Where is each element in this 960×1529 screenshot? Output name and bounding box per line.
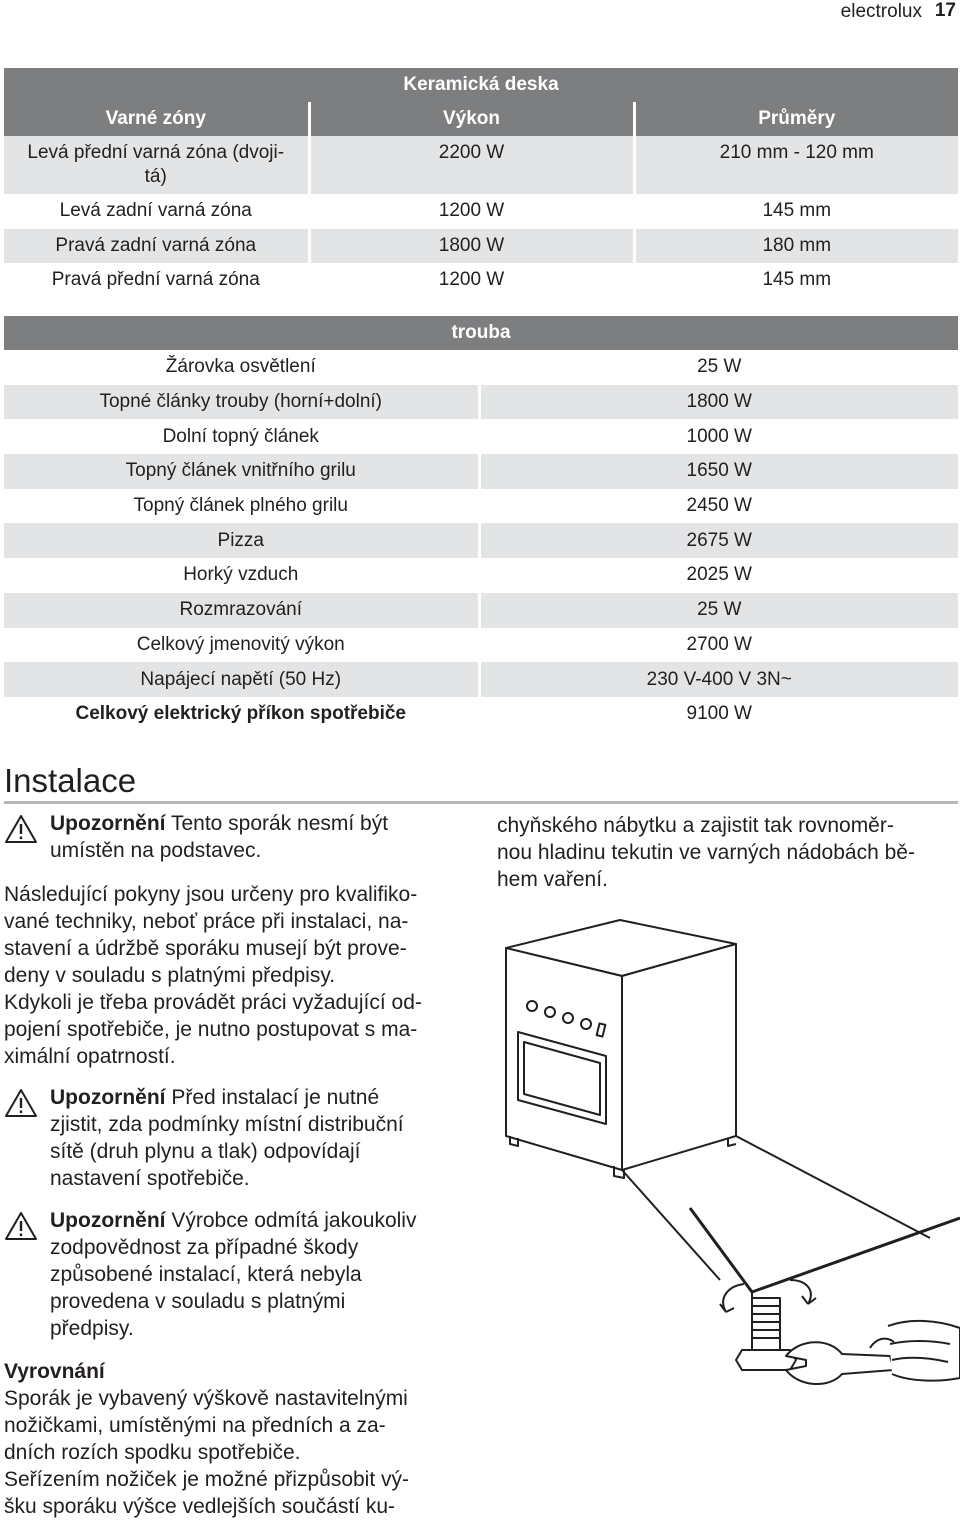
column-header-power: Výkon: [309, 102, 634, 136]
zone-diameter: 145 mm: [634, 263, 958, 298]
spec-label: Topný článek plného grilu: [133, 495, 348, 517]
warning-label: Upozornění: [50, 1086, 166, 1109]
warning-block: [4, 1084, 470, 1192]
oven-table-caption: trouba: [4, 316, 958, 350]
section-title: Instalace: [4, 762, 137, 799]
warning-icon: [4, 814, 38, 844]
table-row: [4, 454, 958, 489]
zone-power: 2200 W: [309, 136, 634, 194]
zone-diameter: 180 mm: [634, 229, 958, 264]
table-row: [4, 385, 958, 420]
hob-table-caption: Keramická deska: [4, 68, 958, 102]
brand-name: electrolux: [840, 1, 922, 22]
column-header-diameter: Průměry: [634, 102, 958, 136]
page-header: [0, 0, 960, 28]
table-row: [4, 697, 958, 732]
zone-power: 1200 W: [309, 194, 634, 229]
spec-value: 230 V-400 V 3N~: [479, 662, 958, 697]
warning-text: Upozornění Tento sporák nesmí být umístěn na podstavec.: [50, 812, 389, 862]
zone-diameter: 210 mm - 120 mm: [634, 136, 958, 194]
spec-label: Topný článek vnitřního grilu: [4, 454, 479, 489]
table-row: [4, 593, 958, 628]
table-row: [4, 628, 958, 663]
warning-label: Upozornění: [50, 812, 166, 835]
spec-label: Napájecí napětí (50 Hz): [4, 662, 479, 697]
zone-name: Levá zadní varná zóna: [59, 200, 252, 222]
zone-name: Levá přední varná zóna (dvoji- tá): [4, 136, 309, 194]
subsection-title: Vyrovnání: [4, 1360, 105, 1383]
table-caption-row: [4, 316, 958, 350]
warning-block: [4, 810, 470, 864]
spec-value: 25 W: [479, 593, 958, 628]
table-row: [4, 523, 958, 558]
section-divider: [4, 801, 958, 804]
spec-value: 2025 W: [479, 558, 958, 593]
spec-label: Celkový elektrický příkon spotřebiče: [75, 703, 407, 725]
spec-label: Žárovka osvětlení: [165, 356, 316, 378]
warning-icon: [4, 1088, 38, 1118]
spec-value: 2450 W: [479, 489, 958, 524]
table-row: [4, 350, 958, 385]
spec-value: 2675 W: [479, 523, 958, 558]
warning-text: Upozornění Výrobce odmítá jakoukoliv zodpovědnost za případné škody způsobené instalací, která nebyla provedena v souladu s platnými předpisy.: [50, 1209, 417, 1340]
spec-value: 2700 W: [479, 628, 958, 663]
right-column: chyňského nábytku a zajistit tak rovnoměr- nou hladinu tekutin ve varných nádobách bě- hem vaření.: [497, 814, 915, 891]
zone-name: Pravá zadní varná zóna: [4, 229, 309, 264]
spec-value: 9100 W: [479, 697, 958, 732]
table-row: [4, 662, 958, 697]
spec-value: 1800 W: [479, 385, 958, 420]
warning-text: Upozornění Před instalací je nutné zjistit, zda podmínky místní distribuční sítě (druh plynu a tlak) odpovídají nastavení spotřebiče.: [50, 1086, 404, 1190]
table-caption-row: [4, 68, 958, 102]
column-header-zones: Varné zóny: [4, 102, 309, 136]
spec-label: Topné články trouby (horní+dolní): [4, 385, 479, 420]
zone-name: Pravá přední varná zóna: [51, 269, 260, 291]
table-row: [4, 419, 958, 454]
zone-power: 1200 W: [309, 263, 634, 298]
table-row: [4, 136, 958, 194]
zone-diameter: 145 mm: [634, 194, 958, 229]
spec-label: Celkový jmenovitý výkon: [136, 633, 345, 655]
zone-power: 1800 W: [309, 229, 634, 264]
warning-label: Upozornění: [50, 1209, 166, 1232]
spec-label: Horký vzduch: [183, 564, 299, 586]
table-header-row: [4, 102, 958, 136]
spec-value: 25 W: [479, 350, 958, 385]
spec-label: Rozmrazování: [4, 593, 479, 628]
spec-label: Pizza: [4, 523, 479, 558]
cooker-leveling-illustration: [490, 908, 960, 1428]
hob-specs-table: [4, 68, 958, 298]
spec-label: Dolní topný článek: [162, 425, 319, 447]
table-row: [4, 194, 958, 229]
page-number: 17: [934, 0, 956, 21]
warning-icon: [4, 1211, 38, 1241]
warning-block: [4, 1207, 470, 1342]
spec-value: 1000 W: [479, 419, 958, 454]
table-row: [4, 558, 958, 593]
spec-value: 1650 W: [479, 454, 958, 489]
oven-specs-table: [4, 316, 958, 732]
table-row: [4, 489, 958, 524]
table-row: [4, 229, 958, 264]
intro-paragraph: Následující pokyny jsou určeny pro kvalifiko- vané techniky, neboť práce při instalaci, na- stavení a údržbě sporáku musejí být prove- deny v souladu s platnými předpisy. Kdykoli je třeba provádět práci vyžadující od- pojení spotřebiče, je nutno postupovat s ma- ximální opatrností.: [4, 883, 422, 1068]
table-row: [4, 263, 958, 298]
leveling-section: Vyrovnání Sporák je vybavený výškově nastavitelnými nožičkami, umístěnými na předních a za- dních rozích spodku spotřebiče. Seřízením nožiček je možné přizpůsobit vý- šku sporáku výšce vedlejších součástí ku-: [4, 1358, 470, 1520]
